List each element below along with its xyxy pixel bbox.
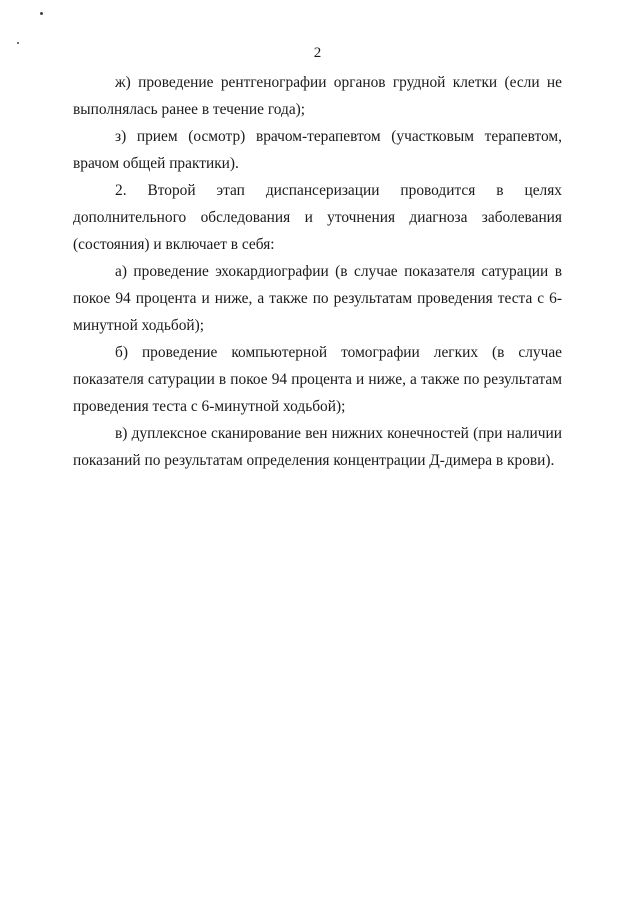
document-body — [73, 69, 562, 474]
paragraph-item-zh: ж) проведение рентгенографии органов грудной клетки (если не выполнялась ранее в течение года); — [73, 74, 562, 118]
paragraph-item-a: а) проведение эхокардиографии (в случае показателя сатурации в покое 94 процента и ниже, а также по результатам проведения теста с 6-минутной ходьбой); — [73, 263, 562, 334]
page-number: 2 — [313, 45, 322, 61]
scan-speck — [40, 12, 43, 15]
paragraph-item-v: в) дуплексное сканирование вен нижних конечностей (при наличии показаний по результатам определения концентрации Д-димера в крови). — [73, 425, 562, 469]
paragraph-item-z: з) прием (осмотр) врачом-терапевтом (участковым терапевтом, врачом общей практики). — [73, 128, 562, 172]
paragraph-second-stage: 2. Второй этап диспансеризации проводится в целях дополнительного обследования и уточнения диагноза заболевания (состояния) и включает в себя: — [73, 182, 562, 253]
paragraph-item-b: б) проведение компьютерной томографии легких (в случае показателя сатурации в покое 94 процента и ниже, а также по результатам проведения теста с 6-минутной ходьбой); — [73, 344, 562, 415]
